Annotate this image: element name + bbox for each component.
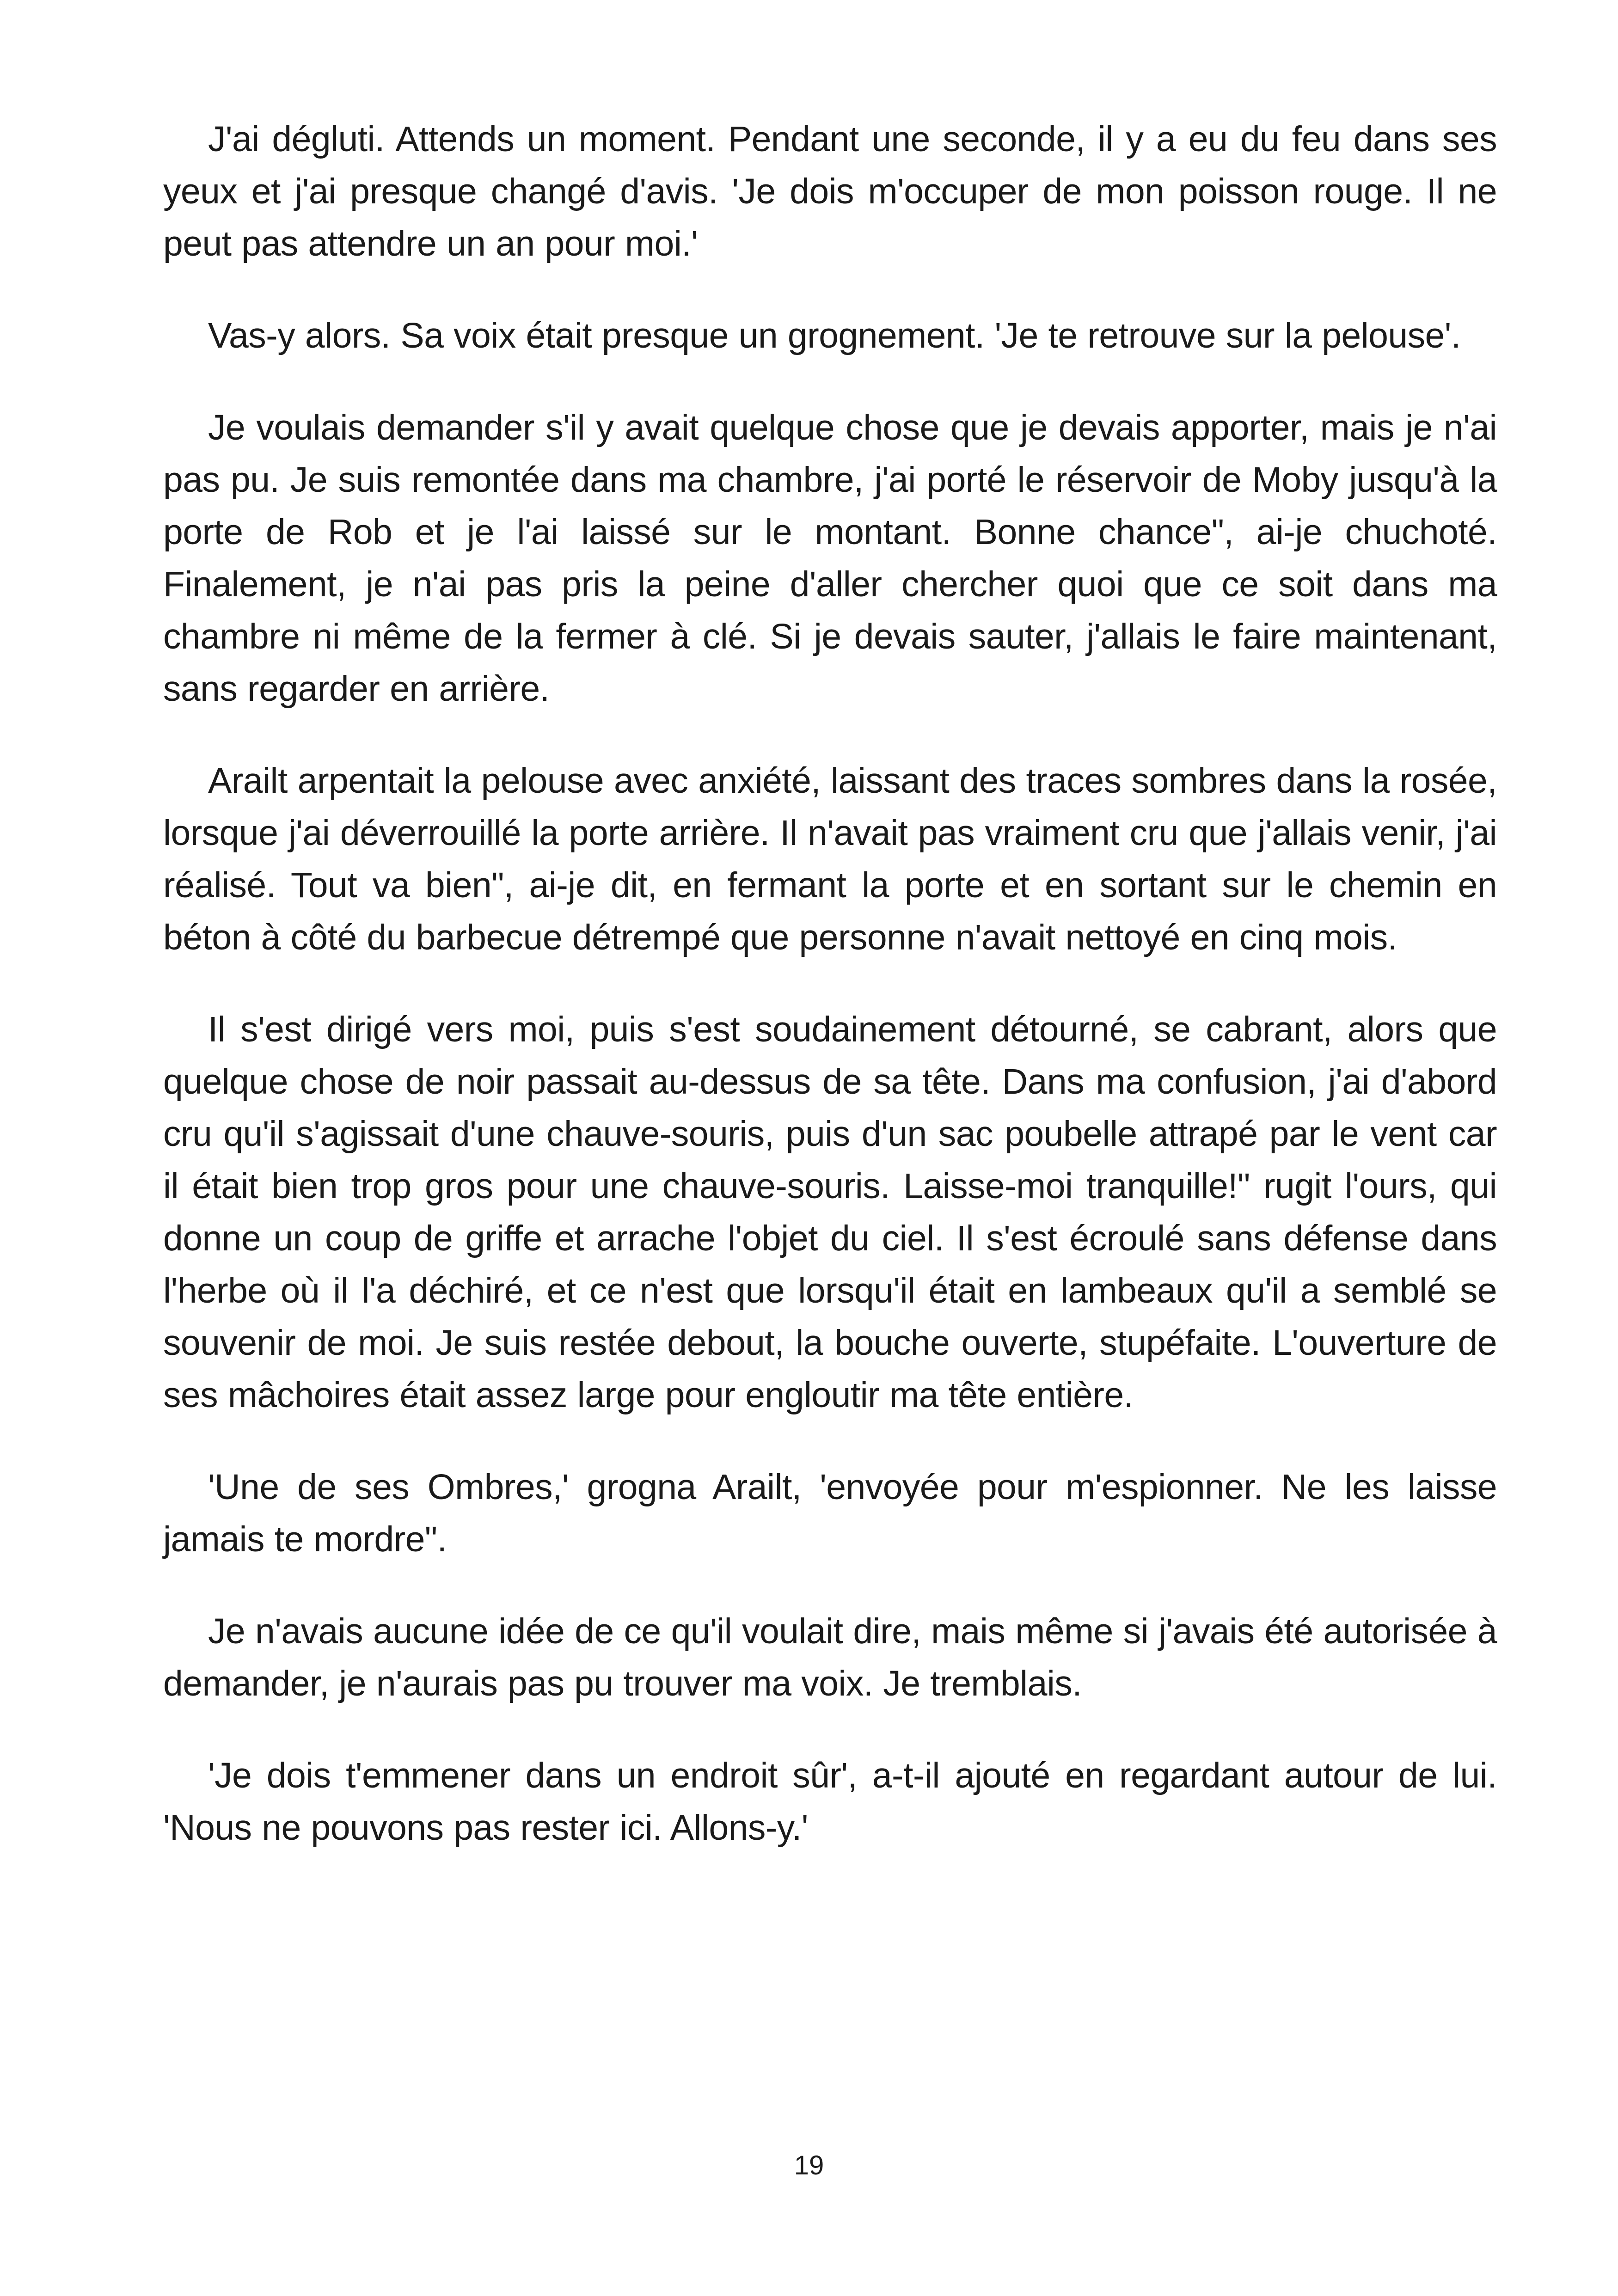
body-text [163, 113, 1497, 1894]
paragraph-6: 'Une de ses Ombres,' grogna Arailt, 'envoyée pour m'espionner. Ne les laisse jamais te mordre". [163, 1467, 1497, 1559]
paragraph-5: Il s'est dirigé vers moi, puis s'est soudainement détourné, se cabrant, alors que quelque chose de noir passait au-dessus de sa tête. Dans ma confusion, j'ai d'abord cru qu'il s'agissait d'une chauve-souris, puis d'un sac poubelle attrapé par le vent car il était bien trop gros pour une chauve-souris. Laisse-moi tranquille!" rugit l'ours, qui donne un coup de griffe et arrache l'objet du ciel. Il s'est écroulé sans défense dans l'herbe où il l'a déchiré, et ce n'est que lorsqu'il était en lambeaux qu'il a semblé se souvenir de moi. Je suis restée debout, la bouche ouverte, stupéfaite. L'ouverture de ses mâchoires était assez large pour engloutir ma tête entière. [163, 1010, 1497, 1415]
page-number: 19 [794, 2150, 824, 2180]
paragraph-8: 'Je dois t'emmener dans un endroit sûr', a-t-il ajouté en regardant autour de lui. 'Nous ne pouvons pas rester ici. Allons-y.' [163, 1756, 1497, 1848]
paragraph-7: Je n'avais aucune idée de ce qu'il voulait dire, mais même si j'avais été autorisée à demander, je n'aurais pas pu trouver ma voix. Je tremblais. [163, 1611, 1497, 1703]
paragraph-3: Je voulais demander s'il y avait quelque chose que je devais apporter, mais je n'ai pas pu. Je suis remontée dans ma chambre, j'ai porté le réservoir de Moby jusqu'à la porte de Rob et je l'ai laissé sur le montant. Bonne chance", ai-je chuchoté. Finalement, je n'ai pas pris la peine d'aller chercher quoi que ce soit dans ma chambre ni même de la fermer à clé. Si je devais sauter, j'allais le faire maintenant, sans regarder en arrière. [163, 408, 1497, 709]
paragraph-1: J'ai dégluti. Attends un moment. Pendant une seconde, il y a eu du feu dans ses yeux et j'ai presque changé d'avis. 'Je dois m'occuper de mon poisson rouge. Il ne peut pas attendre un an pour moi.' [163, 119, 1497, 263]
paragraph-4: Arailt arpentait la pelouse avec anxiété, laissant des traces sombres dans la rosée, lorsque j'ai déverrouillé la porte arrière. Il n'avait pas vraiment cru que j'allais venir, j'ai réalisé. Tout va bien", ai-je dit, en fermant la porte et en sortant sur le chemin en béton à côté du barbecue détrempé que personne n'avait nettoyé en cinq mois. [163, 761, 1497, 957]
paragraph-2: Vas-y alors. Sa voix était presque un grognement. 'Je te retrouve sur la pelouse'. [208, 316, 1461, 355]
